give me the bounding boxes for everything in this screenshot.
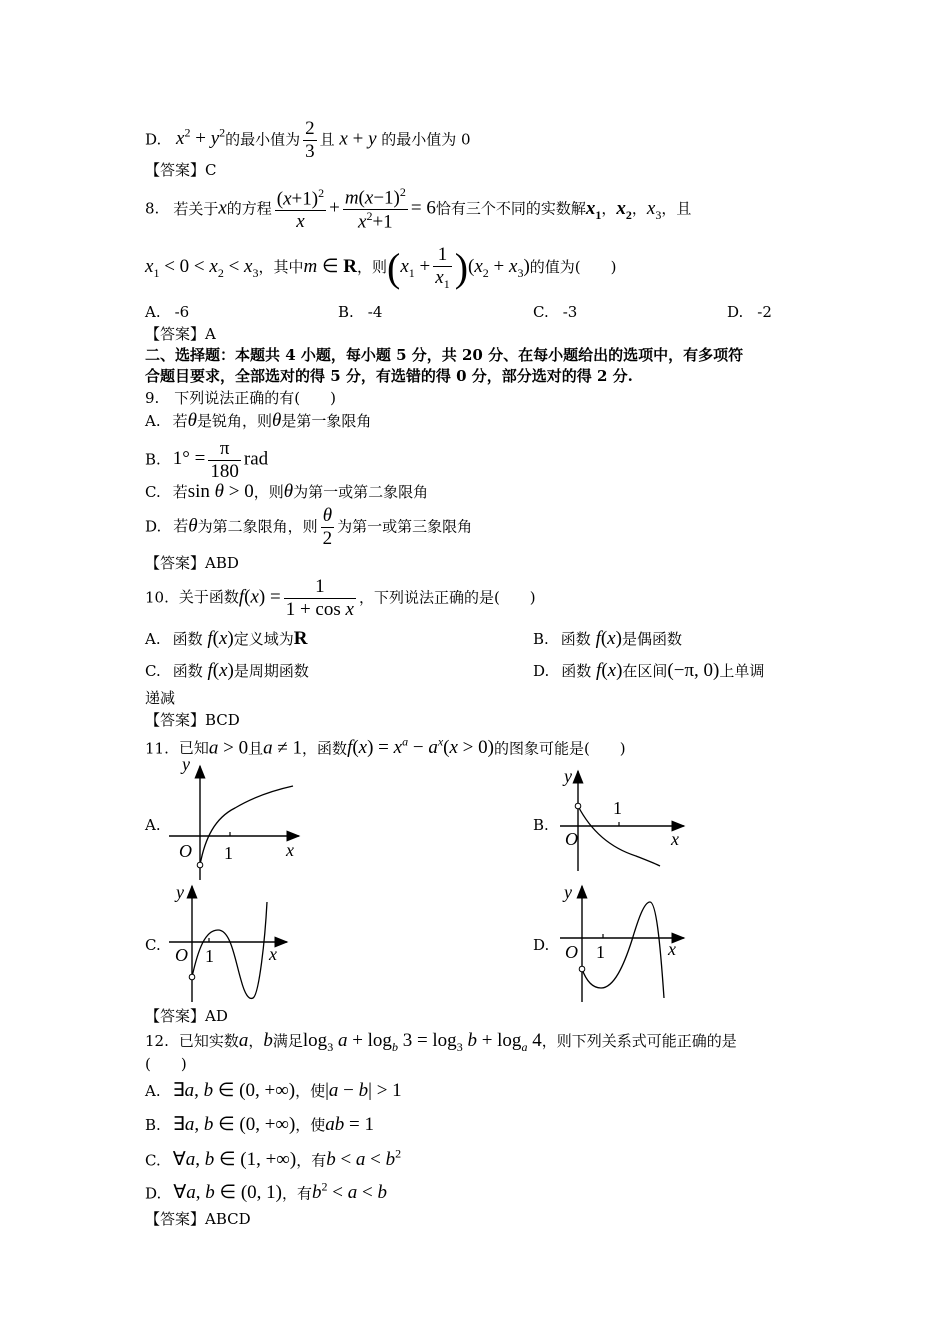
q11-option-b-label: B.	[533, 816, 549, 834]
q10-stem: 10. 关于函数f(x) = $\frac{1}{\text{1 + cos x}}$ ，下列说法正确的是( )	[145, 576, 536, 620]
x-label: x	[668, 939, 676, 959]
x-label: x	[286, 840, 294, 860]
q8-stem-line2: $x_1 < 0 < x_2 < x_3$，其中m ∈ R，则($x_1$ + $\frac{1}{x_1}$ )$(x_2 + x_3)$的值为( )	[145, 244, 617, 291]
q10-option-d-wrap: 递减	[145, 689, 176, 707]
q11-option-d-label: D.	[533, 936, 550, 954]
q9-answer: 【答案】ABD	[145, 554, 239, 572]
q10-answer: 【答案】BCD	[145, 711, 240, 729]
tick-one-label: 1	[205, 946, 214, 966]
q9-option-a: A. 若θ是锐角，则θ是第一象限角	[145, 410, 372, 431]
q9-option-c: C. 若sin θ > 0，则θ为第一或第二象限角	[145, 481, 429, 502]
fraction-2-3: $\frac{2}{3}$	[305, 118, 315, 162]
open-point	[189, 974, 195, 980]
y-label: y	[564, 882, 572, 902]
q9-option-d: D. 若θ为第二象限角，则 $\frac{\theta}{2}$ 为第一或第三象限角	[145, 505, 473, 549]
q10-option-d: D. 函数 f(x)在区间(−π, 0)上单调	[533, 660, 765, 681]
tick-one-label: 1	[224, 843, 233, 863]
q7-option-d: D. $x^2 + y^2$的最小值为 $\frac{2}{3}$ 且 x + y 的最小值为 0	[145, 118, 471, 162]
x-label: x	[671, 829, 679, 849]
q10-option-a: A. 函数 f(x)定义域为R	[145, 628, 308, 649]
x-label: x	[269, 944, 277, 964]
q7-answer: 【答案】C	[145, 161, 217, 179]
origin-label: O	[565, 829, 578, 849]
curve	[192, 902, 267, 998]
origin-label: O	[565, 942, 578, 962]
q8-option-c: C. -3	[533, 303, 578, 321]
q12-option-c: C. ∀a, b ∈ (1, +∞)，有$b < a < b^2$	[145, 1147, 402, 1171]
q8-option-a: A. -6	[145, 303, 190, 321]
open-point	[197, 862, 203, 868]
q11-option-a-label: A.	[145, 816, 161, 834]
q12-option-a: A. ∃a, b ∈ (0, +∞)，使|a − b| > 1	[145, 1080, 402, 1101]
q8-option-d: D. -2	[727, 303, 772, 321]
section2-heading-line1: 二、选择题：本题共 4 小题，每小题 5 分，共 20 分、在每小题给出的选项中，有多项符	[145, 346, 744, 364]
curve	[200, 786, 293, 865]
q10-option-c: C. 函数 f(x)是周期函数	[145, 660, 309, 681]
tick-one-label: 1	[596, 942, 605, 962]
q12-answer: 【答案】ABCD	[145, 1210, 251, 1228]
q9-option-b: B. 1° = $\frac{\pi}{180}$ rad	[145, 438, 269, 482]
origin-label: O	[179, 841, 192, 861]
curve	[582, 902, 664, 998]
q12-option-d: D. ∀a, b ∈ (0, 1)，有$b^2 < a < b$	[145, 1180, 387, 1204]
open-point	[575, 803, 581, 809]
q8-stem-line1: 8. 若关于x的方程 $\frac{(x+1)^2}{x}$ + $\frac{m(x-1)^2}{x^2+1}$ = 6恰有三个不同的实数解$x_1$，$x_2$，$x_3$，且	[145, 185, 692, 233]
q11-answer: 【答案】AD	[145, 1007, 228, 1025]
y-label: y	[182, 758, 190, 774]
section2-heading-line2: 合题目要求，全部选对的得 5 分，有选错的得 0 分，部分选对的得 2 分.	[145, 367, 633, 385]
q8-option-b: B. -4	[338, 303, 383, 321]
q11-stem: 11. 已知a > 0且a ≠ 1，函数$f(x) = x^a - a^x(x > 0)$的图象可能是( )	[145, 735, 626, 759]
graph-b	[556, 766, 691, 876]
q12-stem-line1: 12. 已知实数a，b满足$\log_3 a + \log_b 3 = \log_3 b + \log_a 4$，则下列关系式可能正确的是	[145, 1030, 737, 1054]
graph-a	[165, 758, 310, 883]
q12-stem-line2: ( )	[145, 1055, 187, 1073]
q12-option-b: B. ∃a, b ∈ (0, +∞)，使ab = 1	[145, 1114, 375, 1135]
q10-option-b: B. 函数 f(x)是偶函数	[533, 628, 682, 649]
tick-one-label: 1	[613, 798, 622, 818]
q11-option-c-label: C.	[145, 936, 161, 954]
y-label: y	[564, 766, 572, 786]
graph-d	[556, 880, 691, 1005]
y-label: y	[176, 882, 184, 902]
q8-answer: 【答案】A	[145, 325, 216, 343]
graph-c	[165, 880, 295, 1005]
q9-stem: 9. 下列说法正确的有( )	[145, 389, 337, 407]
open-point	[579, 966, 585, 972]
origin-label: O	[175, 945, 188, 965]
